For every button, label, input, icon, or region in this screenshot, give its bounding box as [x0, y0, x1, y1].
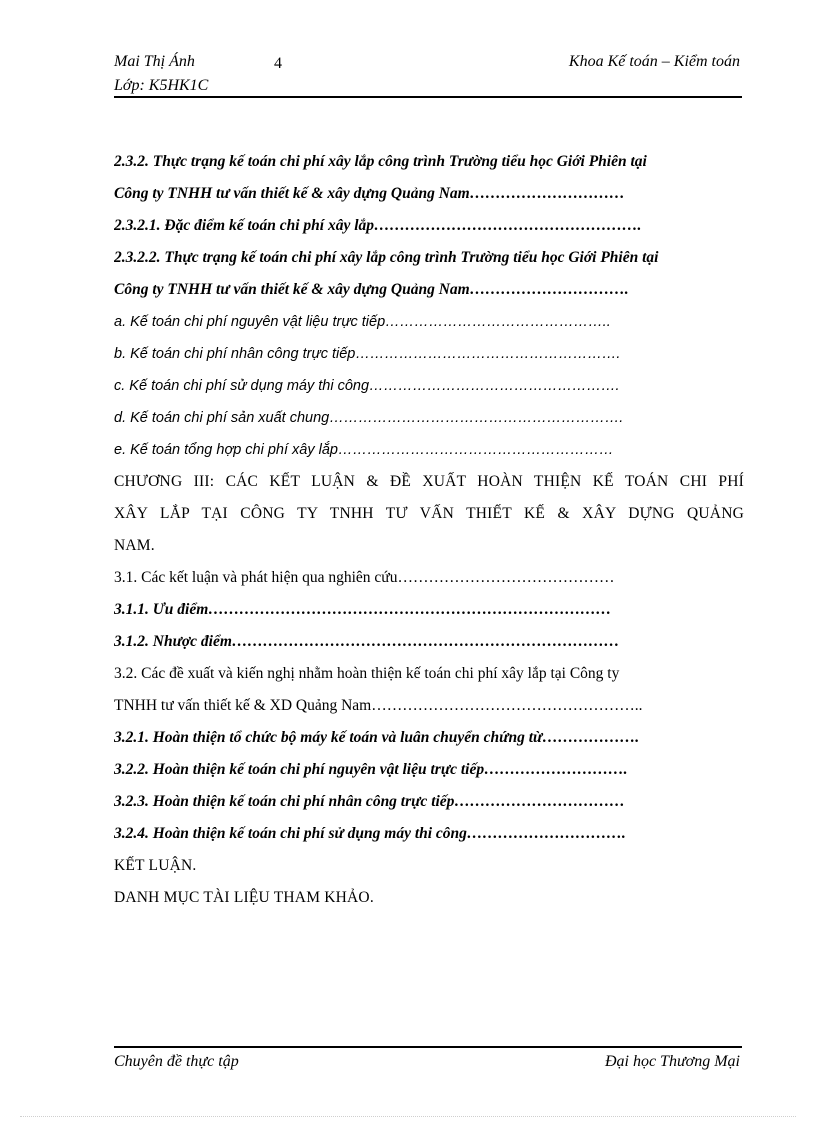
toc-entry-2-3-2-2: 2.3.2.2. Thực trạng kế toán chi phí xây lắp công trình Trường tiểu học Giới Phiên tại [114, 249, 659, 266]
toc-entry-b: b. Kế toán chi phí nhân công trực tiếp………………………………………………. [114, 346, 621, 362]
header-divider [114, 96, 742, 98]
toc-entry-3-1: 3.1. Các kết luận và phát hiện qua nghiên cứu…………………………………… [114, 569, 615, 586]
toc-entry-2-3-2-1: 2.3.2.1. Đặc điểm kế toán chi phí xây lắp……………………………………………. [114, 217, 642, 234]
footer-university: Đại học Thương Mại [604, 1053, 740, 1070]
footer-report-type: Chuyên đề thực tập [114, 1053, 239, 1070]
toc-entry-3-1-2: 3.1.2. Nhược điểm………………………………………………………………… [114, 633, 620, 650]
toc-entry-3-2-2: 3.2.2. Hoàn thiện kế toán chi phí nguyên vật liệu trực tiếp………………………. [114, 761, 628, 778]
footer-divider [114, 1046, 742, 1048]
page-number: 4 [274, 55, 282, 72]
toc-entry-a: a. Kế toán chi phí nguyên vật liệu trực tiếp……………………………………….. [114, 314, 611, 330]
header-department: Khoa Kế toán – Kiểm toán [568, 53, 740, 70]
toc-entry-2-3-2: 2.3.2. Thực trạng kế toán chi phí xây lắp công trình Trường tiểu học Giới Phiên tại [114, 153, 647, 170]
toc-entry-d: d. Kế toán chi phí sản xuất chung……………………………………………………. [114, 410, 624, 426]
header-class: Lớp: K5HK1C [114, 77, 209, 94]
toc-entry-3-2-1: 3.2.1. Hoàn thiện tổ chức bộ máy kế toán và luân chuyển chứng từ………………. [114, 729, 640, 746]
page-edge-border [20, 1116, 796, 1117]
toc-chapter-3-title-cont: XÂY LẮP TẠI CÔNG TY TNHH TƯ VẤN THIẾT KẾ & XÂY DỰNG QUẢNG [114, 505, 744, 522]
toc-entry-3-1-1: 3.1.1. Ưu điểm…………………………………………………………………… [114, 601, 612, 618]
toc-entry-c: c. Kế toán chi phí sử dụng máy thi công……………………………………………. [114, 378, 620, 394]
toc-entry-3-2-3: 3.2.3. Hoàn thiện kế toán chi phí nhân công trực tiếp…………………………… [114, 793, 625, 810]
header-author: Mai Thị Ánh [114, 53, 195, 70]
toc-references: DANH MỤC TÀI LIỆU THAM KHẢO. [114, 889, 374, 906]
toc-entry-3-2: 3.2. Các đề xuất và kiến nghị nhằm hoàn thiện kế toán chi phí xây lắp tại Công ty [114, 665, 620, 682]
toc-entry-2-3-2-2-cont: Công ty TNHH tư vấn thiết kế & xây dựng Quảng Nam…………………………. [114, 281, 629, 298]
toc-entry-3-2-cont: TNHH tư vấn thiết kế & XD Quảng Nam…………………………………………….. [114, 697, 643, 714]
table-of-contents [114, 146, 744, 914]
toc-entry-3-2-4: 3.2.4. Hoàn thiện kế toán chi phí sử dụng máy thi công…………………………. [114, 825, 626, 842]
toc-entry-2-3-2-cont: Công ty TNHH tư vấn thiết kế & xây dựng Quảng Nam………………………… [114, 185, 625, 202]
toc-conclusion: KẾT LUẬN. [114, 857, 197, 874]
toc-chapter-3-title-end: NAM. [114, 537, 155, 554]
toc-chapter-3-title: CHƯƠNG III: CÁC KẾT LUẬN & ĐỀ XUẤT HOÀN THIỆN KẾ TOÁN CHI PHÍ [114, 473, 744, 490]
toc-entry-e: e. Kế toán tổng hợp chi phí xây lắp………………………………………………… [114, 442, 614, 458]
